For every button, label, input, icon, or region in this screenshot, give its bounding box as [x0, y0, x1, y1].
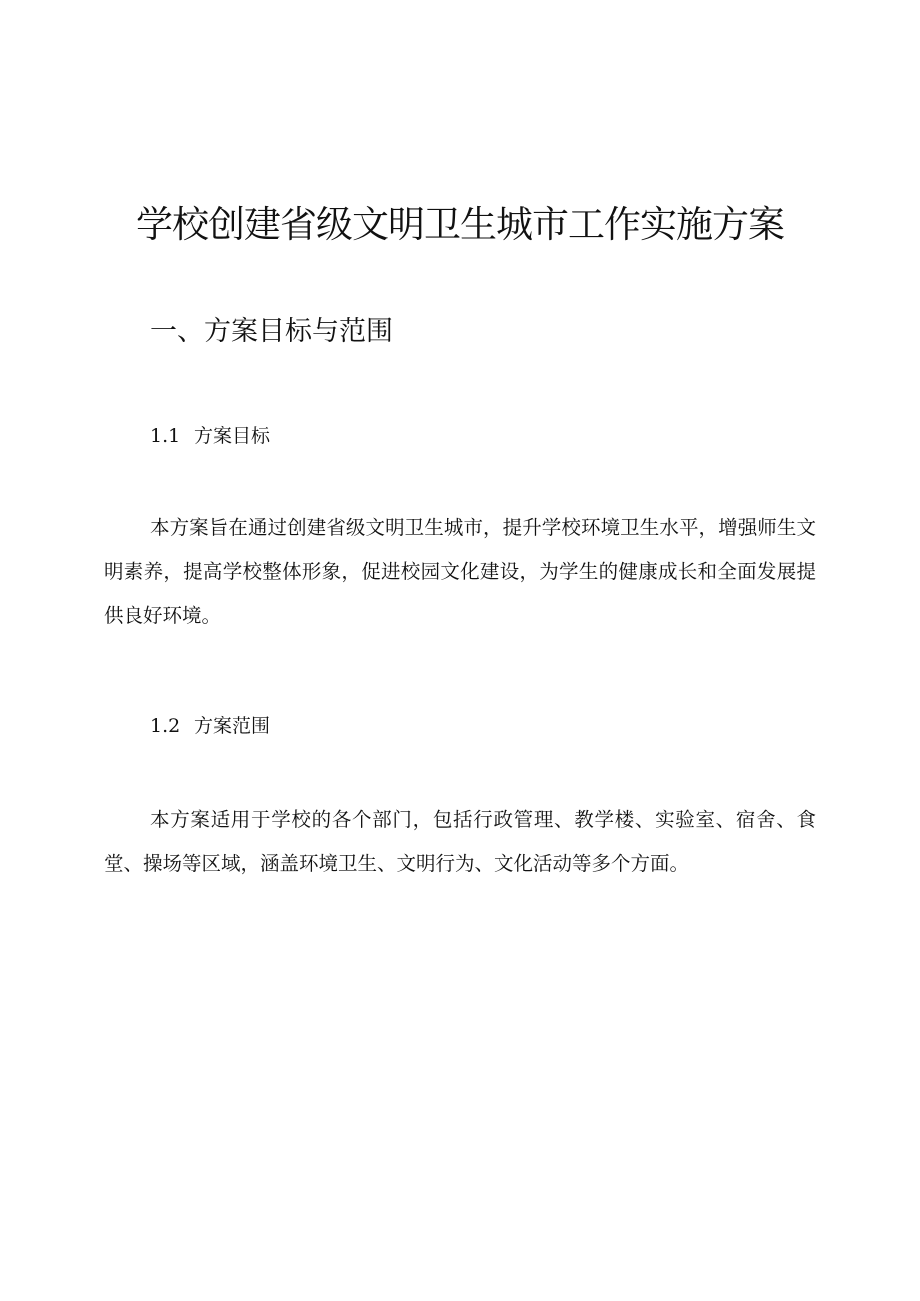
subsection-title: 方案目标: [194, 425, 271, 447]
paragraph-scope: 本方案适用于学校的各个部门，包括行政管理、教学楼、实验室、宿舍、食堂、操场等区域，涵盖环境卫生、文明行为、文化活动等多个方面。: [104, 808, 816, 875]
document-title: 学校创建省级文明卫生城市工作实施方案: [136, 203, 784, 246]
subsection-heading-scope: [150, 711, 270, 741]
subsection-title: 方案范围: [194, 715, 271, 737]
section-heading: 一、方案目标与范围: [150, 316, 393, 347]
paragraph-goal: 本方案旨在通过创建省级文明卫生城市，提升学校环境卫生水平，增强师生文明素养，提高学校整体形象，促进校园文化建设，为学生的健康成长和全面发展提供良好环境。: [104, 516, 816, 627]
subsection-number: 1.1: [150, 425, 181, 447]
subsection-number: 1.2: [150, 715, 181, 737]
subsection-heading-goal: [150, 421, 270, 451]
